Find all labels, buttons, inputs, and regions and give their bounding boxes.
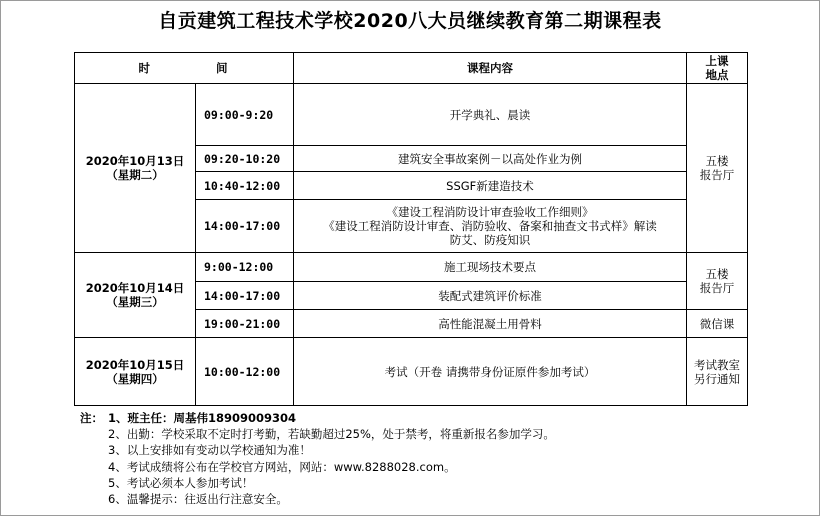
table-row xyxy=(75,253,748,282)
location-cell xyxy=(687,253,748,310)
course-line: 《建设工程消防设计审查验收工作细则》 xyxy=(386,205,594,219)
weekday-text: （星期三） xyxy=(106,295,164,309)
location-line-1: 五楼 xyxy=(705,154,729,168)
note-text: 4、考试成绩将公布在学校官方网站，网站：www.8288028.com。 xyxy=(108,459,456,474)
date-text: 2020年10月14日 xyxy=(85,281,185,295)
header-row xyxy=(75,53,748,84)
table-row xyxy=(75,84,748,146)
time-slot: 09:00-9:20 xyxy=(196,84,294,146)
course-cell xyxy=(294,338,687,406)
course-line: 《建设工程消防设计审查、消防验收、备案和抽查文书式样》解读 xyxy=(323,219,657,233)
notes-section xyxy=(80,410,555,507)
page-title: 自贡建筑工程技术学校2020八大员继续教育第二期课程表 xyxy=(158,10,662,32)
course-line: 施工现场技术要点 xyxy=(444,260,536,274)
header-time xyxy=(75,53,294,84)
notes-lead: 注： xyxy=(80,411,103,425)
date-cell xyxy=(75,84,196,253)
date-text: 2020年10月13日 xyxy=(85,154,185,168)
date-text: 2020年10月15日 xyxy=(85,357,185,372)
location-line-2: 报告厅 xyxy=(699,168,735,182)
course-cell xyxy=(294,253,687,282)
course-line: 装配式建筑评价标准 xyxy=(438,288,542,303)
location-cell xyxy=(687,338,748,406)
course-cell xyxy=(294,282,687,310)
location-cell xyxy=(687,84,748,253)
course-line: 开学典礼、晨读 xyxy=(449,107,531,122)
time-slot: 19:00-21:00 xyxy=(196,310,294,338)
course-cell xyxy=(294,310,687,338)
course-line: 高性能混凝土用骨料 xyxy=(438,316,542,331)
time-slot: 09:20-10:20 xyxy=(196,146,294,172)
note-text: 1、班主任：周基伟18909009304 xyxy=(108,411,297,425)
location-line-1: 五楼 xyxy=(705,267,729,281)
note-text: 5、考试必须本人参加考试！ xyxy=(108,475,254,490)
course-line: 防艾、防疫知识 xyxy=(449,233,531,247)
location-line-1: 考试教室 xyxy=(694,357,740,372)
weekday-text: （星期二） xyxy=(106,168,164,182)
header-time-char-2: 间 xyxy=(216,61,230,75)
course-cell xyxy=(294,146,687,172)
course-cell xyxy=(294,172,687,200)
note-item xyxy=(80,410,555,426)
header-location-line-2: 地点 xyxy=(705,68,729,82)
time-slot: 10:00-12:00 xyxy=(196,338,294,406)
note-item xyxy=(80,442,555,458)
note-item xyxy=(80,459,555,475)
header-time-char-1: 时 xyxy=(138,61,152,75)
header-location xyxy=(687,53,748,84)
date-cell xyxy=(75,338,196,406)
course-cell xyxy=(294,200,687,253)
location-cell: 微信课 xyxy=(687,310,748,338)
header-course-content: 课程内容 xyxy=(294,53,687,84)
note-text: 3、以上安排如有变动以学校通知为准！ xyxy=(108,443,311,458)
weekday-text: （星期四） xyxy=(106,371,164,386)
time-slot: 10:40-12:00 xyxy=(196,172,294,200)
schedule-table xyxy=(74,52,748,406)
course-line: 考试（开卷 请携带身份证原件参加考试） xyxy=(384,364,596,379)
date-cell xyxy=(75,253,196,338)
note-text: 2、出勤：学校采取不定时打考勤，若缺勤超过25%，处于禁考，将重新报名参加学习。 xyxy=(108,427,555,442)
course-cell xyxy=(294,84,687,146)
location-line-2: 报告厅 xyxy=(699,281,735,295)
note-text: 6、温馨提示：往返出行注意安全。 xyxy=(108,492,288,507)
time-slot: 14:00-17:00 xyxy=(196,282,294,310)
course-line: SSGF新建造技术 xyxy=(446,178,534,193)
note-item xyxy=(80,491,555,507)
time-slot: 14:00-17:00 xyxy=(196,200,294,253)
course-line: 建筑安全事故案例－以高处作业为例 xyxy=(398,151,582,166)
location-line-2: 另行通知 xyxy=(694,371,740,386)
note-item xyxy=(80,426,555,442)
table-row xyxy=(75,338,748,406)
time-slot: 9:00-12:00 xyxy=(196,253,294,282)
header-location-line-1: 上课 xyxy=(705,54,729,68)
note-item xyxy=(80,475,555,491)
